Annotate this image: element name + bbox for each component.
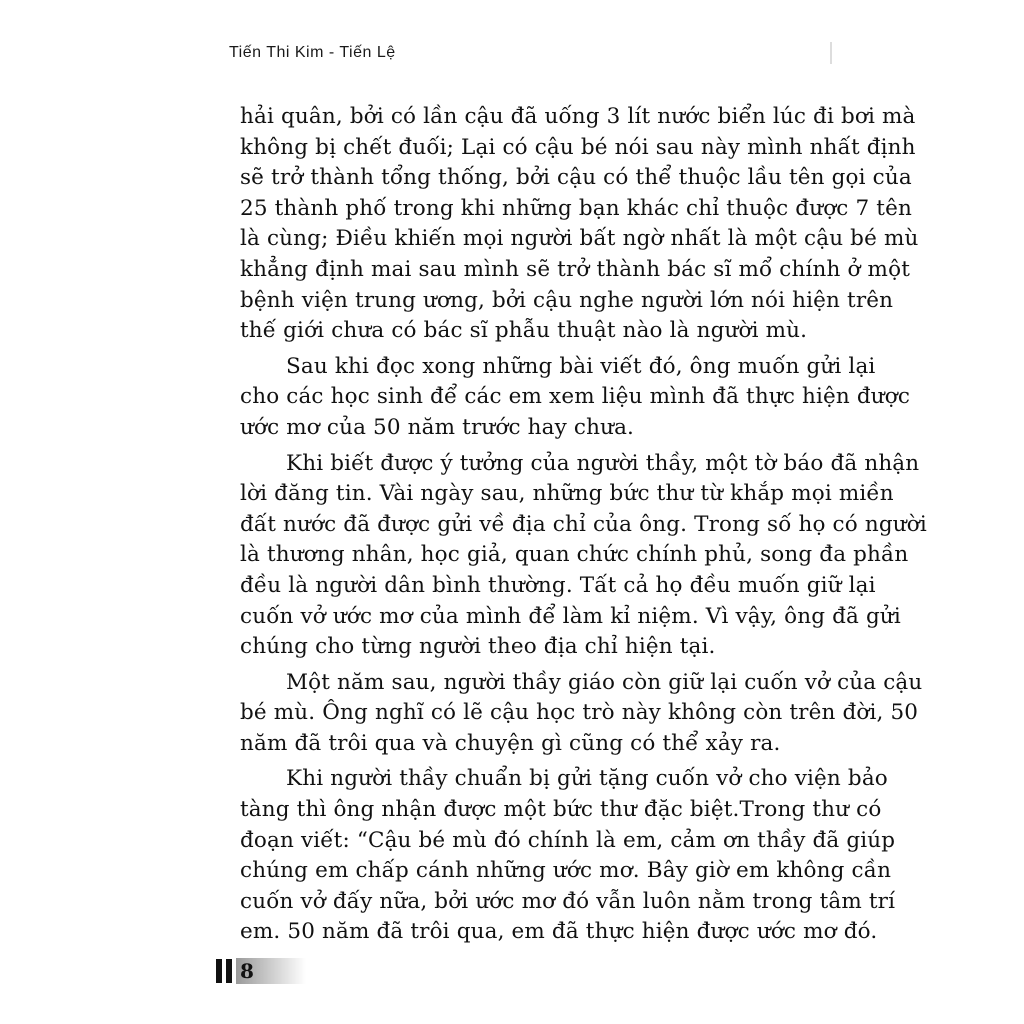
text-line: năm đã trôi qua và chuyện gì cũng có thể xảy ra. [240,730,781,756]
paragraph-3 [240,449,927,663]
text-line: không bị chết đuối; Lại có cậu bé nói sau này mình nhất định [240,134,916,160]
text-line: bệnh viện trung ương, bởi cậu nghe người lớn nói hiện trên [240,287,894,313]
text-line: ước mơ của 50 năm trước hay chưa. [240,414,635,440]
running-header: Tiến Thi Kim - Tiến Lệ [229,44,396,61]
text-line: đoạn viết: “Cậu bé mù đó chính là em, cảm ơn thầy đã giúp [240,827,896,853]
text-line: 25 thành phố trong khi những bạn khác chỉ thuộc được 7 tên [240,195,912,221]
paragraph-4 [240,668,923,760]
text-line: cho các học sinh để các em xem liệu mình đã thực hiện được [240,384,911,410]
page-number: 8 [240,959,254,983]
text-line: bé mù. Ông nghĩ có lẽ cậu học trò này không còn trên đời, 50 [240,700,919,726]
text-line: chúng cho từng người theo địa chỉ hiện tại. [240,634,716,660]
text-line: là cùng; Điều khiến mọi người bất ngờ nhất là một cậu bé mù [240,226,919,252]
text-line: tàng thì ông nhận được một bức thư đặc biệt.Trong thư có [240,797,882,823]
page-number-folio [216,956,306,984]
text-line: đều là người dân bình thường. Tất cả họ đều muốn giữ lại [240,572,876,598]
text-line: cuốn vở đấy nữa, bởi ước mơ đó vẫn luôn nằm trong tâm trí [240,888,896,914]
text-line: sẽ trở thành tổng thống, bởi cậu có thể thuộc lầu tên gọi của [240,165,912,191]
text-line: chúng em chấp cánh những ước mơ. Bây giờ em không cần [240,858,892,884]
text-line: thế giới chưa có bác sĩ phẫu thuật nào là người mù. [240,318,808,344]
text-line: Khi người thầy chuẩn bị gửi tặng cuốn vở cho viện bảo [286,766,888,792]
paragraph-2 [240,352,911,444]
text-line: Khi biết được ý tưởng của người thầy, một tờ báo đã nhận [286,450,920,476]
text-line: cuốn vở ước mơ của mình để làm kỉ niệm. Vì vậy, ông đã gửi [240,603,901,629]
text-line: hải quân, bởi có lần cậu đã uống 3 lít nước biển lúc đi bơi mà [240,104,916,129]
body-text [240,102,927,953]
text-line: đất nước đã được gửi về địa chỉ của ông. Trong số họ có người [240,511,927,537]
text-line: Một năm sau, người thầy giáo còn giữ lại cuốn vở của cậu [286,669,923,695]
text-line: lời đăng tin. Vài ngày sau, những bức thư từ khắp mọi miền [240,481,894,507]
text-line: em. 50 năm đã trôi qua, em đã thực hiện được ước mơ đó. [240,919,878,945]
page-edge-mark [830,42,832,64]
text-line: Sau khi đọc xong những bài viết đó, ông muốn gửi lại [286,353,876,379]
paragraph-1 [240,102,919,347]
text-line: khẳng định mai sau mình sẽ trở thành bác sĩ mổ chính ở một [240,256,910,282]
text-line: là thương nhân, học giả, quan chức chính phủ, song đa phần [240,542,909,568]
folio-bar [216,959,222,983]
paragraph-5 [240,764,896,948]
folio-bar [226,959,232,983]
